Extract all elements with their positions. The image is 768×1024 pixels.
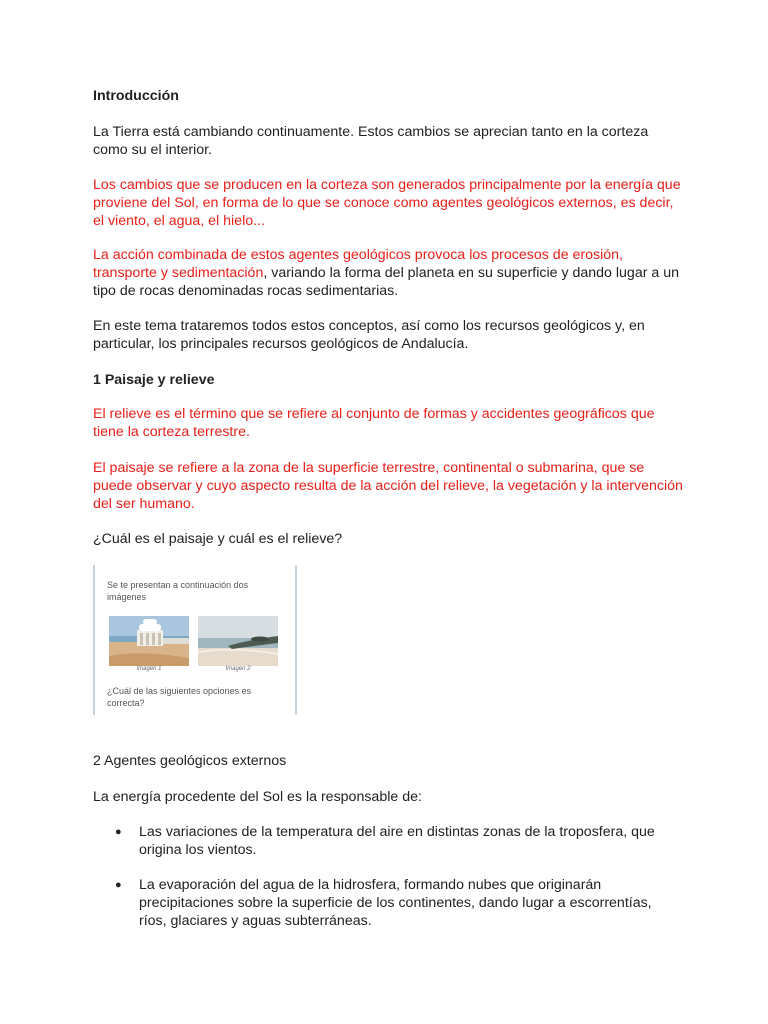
bullet-icon: ● — [115, 879, 122, 891]
intro-paragraph-2: Los cambios que se producen en la corteza son generados principalmente por la energía que proviene del Sol, en forma de lo que se conoce como agentes geológicos externos, es decir, el viento, el agua, el hielo... — [93, 177, 681, 229]
section1-heading: 1 Paisaje y relieve — [93, 372, 215, 388]
intro-paragraph-4: En este tema trataremos todos estos conceptos, así como los recursos geológicos y, en particular, los principales recursos geológicos de Andalucía. — [93, 318, 645, 352]
embed-image-1 — [109, 616, 189, 666]
embed-caption-1: Imagen 1 — [136, 666, 162, 672]
intro-paragraph-3-highlight: La acción combinada de estos agentes geológicos provoca los procesos de erosión, transporte y sedimentación — [93, 247, 624, 281]
section1-question: ¿Cuál es el paisaje y cuál es el relieve? — [93, 531, 343, 547]
embed-caption-2: Imagen 2 — [225, 666, 251, 672]
list-item-text: La evaporación del agua de la hidrosfera, formando nubes que originarán precipitaciones sobre la superficie de los continentes, dando lugar a escorrentías, ríos, glaciares y aguas subterráneas. — [139, 877, 652, 929]
section2-heading: 2 Agentes geológicos externos — [93, 753, 287, 769]
beach-pavilion-illustration — [109, 616, 189, 666]
embed-image-2 — [198, 616, 278, 666]
bullet-icon: ● — [115, 826, 122, 838]
section1-paragraph-paisaje: El paisaje se refiere a la zona de la superficie terrestre, continental o submarina, que se puede observar y cuyo aspecto resulta de la acción del relieve, la vegetación y la intervención del ser humano. — [93, 460, 683, 512]
section2-intro: La energía procedente del Sol es la responsable de: — [93, 789, 422, 805]
coastline-illustration — [198, 616, 278, 666]
embed-question: ¿Cuál de las siguientes opciones es correcta? — [107, 686, 252, 708]
embed-title: Se te presentan a continuación dos imágenes — [107, 580, 249, 602]
section1-paragraph-relieve: El relieve es el término que se refiere al conjunto de formas y accidentes geográficos que tiene la corteza terrestre. — [93, 406, 655, 440]
intro-paragraph-3-rest: , variando la forma del planeta en su superficie y dando lugar a un tipo de rocas denominadas rocas sedimentarias. — [93, 265, 679, 299]
quiz-embed-screenshot — [93, 565, 297, 715]
intro-heading: Introducción — [93, 88, 179, 104]
list-item-text: Las variaciones de la temperatura del aire en distintas zonas de la troposfera, que origina los vientos. — [139, 824, 655, 858]
intro-paragraph-1: La Tierra está cambiando continuamente. Estos cambios se aprecian tanto en la corteza como su el interior. — [93, 124, 649, 158]
intro-paragraph-3 — [93, 246, 683, 300]
